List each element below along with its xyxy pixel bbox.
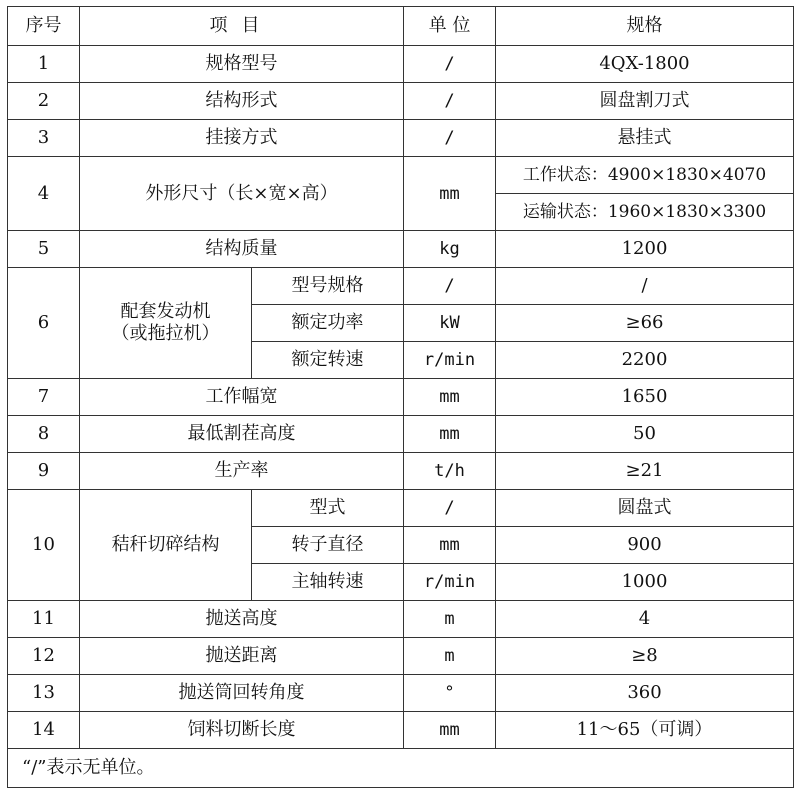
row-number: 14 bbox=[8, 712, 80, 749]
table-row bbox=[8, 416, 794, 453]
row-spec: ≥66 bbox=[496, 305, 794, 342]
row-spec: 圆盘割刀式 bbox=[496, 83, 794, 120]
row-spec-transport-state: 运输状态：1960×1830×3300 bbox=[496, 194, 794, 231]
row-spec: 900 bbox=[496, 527, 794, 564]
row-number: 9 bbox=[8, 453, 80, 490]
row-spec: 1650 bbox=[496, 379, 794, 416]
row-sub-item: 主轴转速 bbox=[252, 564, 404, 601]
row-unit: / bbox=[404, 120, 496, 157]
table-row bbox=[8, 268, 794, 305]
row-number: 4 bbox=[8, 157, 80, 231]
row-number: 7 bbox=[8, 379, 80, 416]
row-number: 8 bbox=[8, 416, 80, 453]
row-group-item: 秸秆切碎结构 bbox=[80, 490, 252, 601]
row-sub-item: 额定转速 bbox=[252, 342, 404, 379]
row-unit: kW bbox=[404, 305, 496, 342]
row-item: 挂接方式 bbox=[80, 120, 404, 157]
row-spec: 4QX-1800 bbox=[496, 46, 794, 83]
row-unit: / bbox=[404, 490, 496, 527]
row-unit: t/h bbox=[404, 453, 496, 490]
row-spec: 4 bbox=[496, 601, 794, 638]
table-row bbox=[8, 231, 794, 268]
row-unit: mm bbox=[404, 379, 496, 416]
table-header-row bbox=[8, 7, 794, 46]
table-note: “/”表示无单位。 bbox=[8, 749, 794, 788]
row-unit: / bbox=[404, 83, 496, 120]
row-item: 抛送筒回转角度 bbox=[80, 675, 404, 712]
row-number: 11 bbox=[8, 601, 80, 638]
header-item: 项目 bbox=[80, 7, 404, 46]
table-note-row bbox=[8, 749, 794, 788]
row-unit: m bbox=[404, 638, 496, 675]
row-number: 10 bbox=[8, 490, 80, 601]
row-item: 生产率 bbox=[80, 453, 404, 490]
table-row bbox=[8, 601, 794, 638]
row-spec: 悬挂式 bbox=[496, 120, 794, 157]
table-row bbox=[8, 638, 794, 675]
row-sub-item: 型式 bbox=[252, 490, 404, 527]
row-number: 1 bbox=[8, 46, 80, 83]
row-unit: ° bbox=[404, 675, 496, 712]
table-row bbox=[8, 675, 794, 712]
row-sub-item: 型号规格 bbox=[252, 268, 404, 305]
table-row bbox=[8, 379, 794, 416]
table-row bbox=[8, 83, 794, 120]
table-row bbox=[8, 490, 794, 527]
row-spec: 50 bbox=[496, 416, 794, 453]
row-unit: mm bbox=[404, 416, 496, 453]
row-group-item bbox=[80, 268, 252, 379]
row-item: 最低割茬高度 bbox=[80, 416, 404, 453]
row-unit: kg bbox=[404, 231, 496, 268]
header-unit: 单 位 bbox=[404, 7, 496, 46]
header-seq: 序号 bbox=[8, 7, 80, 46]
spec-table bbox=[7, 6, 794, 788]
row-number: 6 bbox=[8, 268, 80, 379]
table-row bbox=[8, 157, 794, 194]
row-unit: r/min bbox=[404, 564, 496, 601]
row-spec: 360 bbox=[496, 675, 794, 712]
row-item: 结构质量 bbox=[80, 231, 404, 268]
row-spec: 11～65（可调） bbox=[496, 712, 794, 749]
row-item: 工作幅宽 bbox=[80, 379, 404, 416]
row-number: 3 bbox=[8, 120, 80, 157]
row-number: 12 bbox=[8, 638, 80, 675]
row-spec: 2200 bbox=[496, 342, 794, 379]
table-row bbox=[8, 453, 794, 490]
row-group-item-line1: 配套发动机 bbox=[120, 301, 211, 322]
row-spec: ≥8 bbox=[496, 638, 794, 675]
row-number: 5 bbox=[8, 231, 80, 268]
row-spec: 圆盘式 bbox=[496, 490, 794, 527]
row-spec-working-state: 工作状态：4900×1830×4070 bbox=[496, 157, 794, 194]
row-unit: mm bbox=[404, 527, 496, 564]
table-row bbox=[8, 120, 794, 157]
row-spec: 1200 bbox=[496, 231, 794, 268]
row-spec: ≥21 bbox=[496, 453, 794, 490]
row-unit: / bbox=[404, 46, 496, 83]
row-item: 抛送高度 bbox=[80, 601, 404, 638]
row-sub-item: 额定功率 bbox=[252, 305, 404, 342]
row-item: 结构形式 bbox=[80, 83, 404, 120]
table-row bbox=[8, 46, 794, 83]
row-number: 2 bbox=[8, 83, 80, 120]
row-spec: 1000 bbox=[496, 564, 794, 601]
header-spec: 规格 bbox=[496, 7, 794, 46]
row-unit: mm bbox=[404, 712, 496, 749]
row-unit: r/min bbox=[404, 342, 496, 379]
row-unit: m bbox=[404, 601, 496, 638]
row-item: 饲料切断长度 bbox=[80, 712, 404, 749]
row-item: 抛送距离 bbox=[80, 638, 404, 675]
row-unit: mm bbox=[404, 157, 496, 231]
row-sub-item: 转子直径 bbox=[252, 527, 404, 564]
row-spec: / bbox=[496, 268, 794, 305]
row-item: 规格型号 bbox=[80, 46, 404, 83]
row-unit: / bbox=[404, 268, 496, 305]
row-item: 外形尺寸（长×宽×高） bbox=[80, 157, 404, 231]
row-group-item-line2: （或拖拉机） bbox=[111, 323, 220, 344]
table-row bbox=[8, 712, 794, 749]
row-number: 13 bbox=[8, 675, 80, 712]
